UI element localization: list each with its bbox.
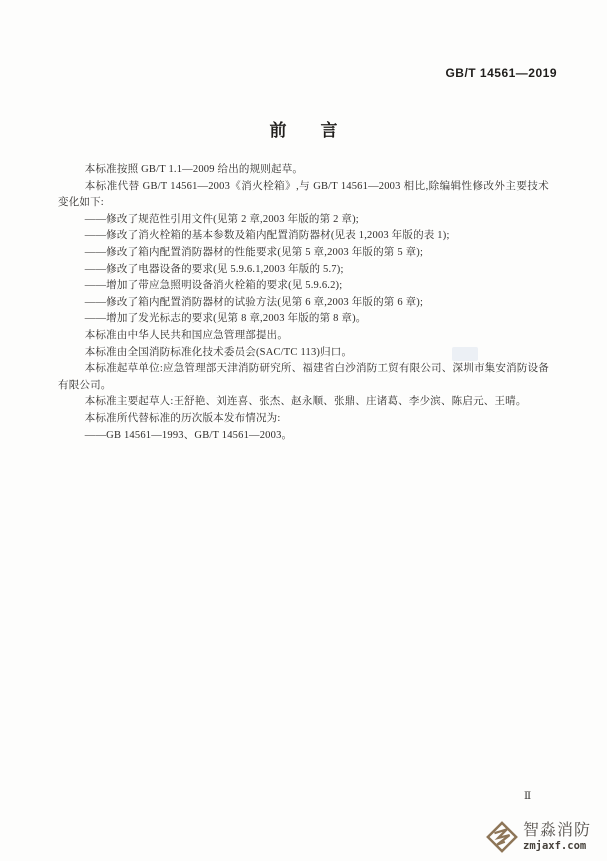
standard-code: GB/T 14561—2019	[445, 66, 557, 80]
body-paragraph: ——增加了带应急照明设备消火栓箱的要求(见 5.9.6.2);	[84, 280, 343, 292]
body-paragraph: 本标准代替 GB/T 14561—2003《消火栓箱》,与 GB/T 14561—2003 相比,除编辑性修改外主要技术变化如下:	[58, 180, 549, 209]
watermark	[485, 819, 591, 855]
watermark-brand: 智淼消防	[523, 821, 592, 839]
body-paragraph: ——修改了消火栓箱的基本参数及箱内配置消防器材(见表 1,2003 年版的表 1);	[84, 230, 450, 242]
body-paragraph: ——增加了发光标志的要求(见第 8 章,2003 年版的第 8 章)。	[84, 313, 367, 325]
body-paragraph: 本标准由全国消防标准化技术委员会(SAC/TC 113)归口。	[84, 346, 353, 358]
watermark-text	[523, 823, 591, 852]
body-paragraph: 本标准所代替标准的历次版本发布情况为:	[84, 412, 281, 424]
body-paragraph: ——修改了规范性引用文件(见第 2 章,2003 年版的第 2 章);	[84, 213, 359, 225]
body-paragraph: 本标准按照 GB/T 1.1—2009 给出的规则起草。	[84, 164, 304, 175]
body-paragraph: ——GB 14561—1993、GB/T 14561—2003。	[84, 429, 293, 441]
body-paragraph: ——修改了箱内配置消防器材的性能要求(见第 5 章,2003 年版的第 5 章);	[84, 246, 424, 258]
watermark-site: zmjaxf.com	[523, 839, 587, 852]
body-paragraph: ——修改了电器设备的要求(见 5.9.6.1,2003 年版的 5.7);	[84, 263, 344, 275]
page-title: 前 言	[269, 121, 338, 140]
body-paragraph: 本标准起草单位:应急管理部天津消防研究所、福建省白沙消防工贸有限公司、深圳市集安消防设备有限公司。	[58, 363, 549, 391]
page-number: Ⅱ	[524, 791, 532, 802]
body-paragraph: ——修改了箱内配置消防器材的试验方法(见第 6 章,2003 年版的第 6 章);	[84, 296, 424, 308]
scan-highlight-artifact	[452, 347, 478, 361]
body-paragraph: 本标准主要起草人:王舒艳、刘连喜、张杰、赵永顺、张鼎、庄诸葛、李少滨、陈启元、王晴。	[84, 396, 527, 408]
z-diamond-logo-icon	[485, 819, 519, 855]
body-text	[58, 162, 549, 444]
body-paragraph: 本标准由中华人民共和国应急管理部提出。	[84, 329, 289, 341]
